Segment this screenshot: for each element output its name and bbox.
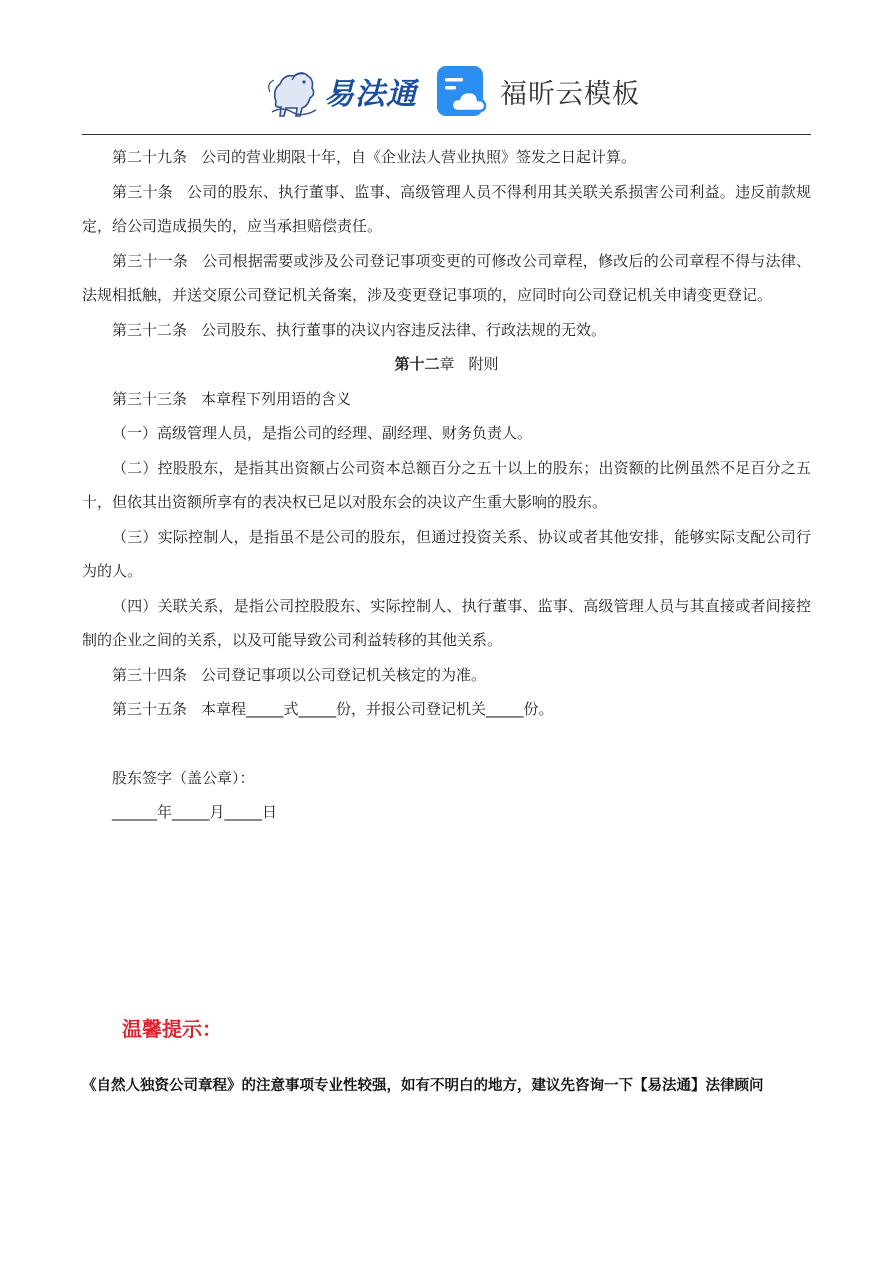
definition-2: （二）控股股东，是指其出资额占公司资本总额百分之五十以上的股东；出资额的比例虽然不足百分之五十，但依其出资额所享有的表决权已足以对股东会的决议产生重大影响的股东。: [82, 458, 811, 511]
chapter-title: 附则: [468, 355, 499, 373]
article-text: 公司的营业期限十年，自《企业法人营业执照》签发之日起计算。: [201, 148, 637, 166]
article-text: 本章程_____式_____份，并报公司登记机关_____份。: [201, 700, 554, 718]
tip-text: 《自然人独资公司章程》的注意事项专业性较强，如有不明白的地方，建议先咨询一下【易法通】法律顾问: [82, 1077, 764, 1094]
brand-logo-fuxinyun: [436, 64, 640, 118]
signature-date: ______年_____月_____日: [112, 803, 278, 821]
brand2-name: 福昕云模板: [500, 78, 640, 110]
qilin-logo-icon: [262, 62, 322, 120]
article-32: [82, 313, 811, 348]
article-text: 公司根据需要或涉及公司登记事项变更的可修改公司章程，修改后的公司章程不得与法律、法规相抵触，并送交原公司登记机关备案，涉及变更登记事项的，应同时向公司登记机关申请变更登记。: [82, 251, 811, 304]
article-text: 本章程下列用语的含义: [201, 389, 352, 408]
article-number: 第三十五条: [112, 700, 188, 718]
article-33: [82, 382, 811, 417]
article-number: 第三十一条: [112, 251, 189, 270]
chapter-suffix: 章: [439, 355, 455, 373]
definition-1: （一）高级管理人员，是指公司的经理、副经理、财务负责人。: [112, 424, 533, 442]
article-31: [82, 244, 811, 313]
article-29: [82, 140, 811, 175]
spacer: [82, 727, 811, 761]
chapter-heading: [82, 347, 811, 382]
definition-4: （四）关联关系，是指公司控股股东、实际控制人、执行董事、监事、高级管理人员与其直接或者间接控制的企业之间的关系，以及可能导致公司利益转移的其他关系。: [82, 596, 811, 649]
article-30: [82, 175, 811, 244]
chapter-number: 第十二: [394, 355, 440, 373]
article-text: 公司的股东、执行董事、监事、高级管理人员不得利用其关联关系损害公司利益。违反前款规定，给公司造成损失的，应当承担赔偿责任。: [82, 182, 811, 235]
header-divider: [82, 134, 811, 135]
page-header: [0, 0, 893, 130]
cloud-document-icon: [436, 65, 488, 117]
article-number: 第二十九条: [112, 148, 188, 166]
article-number: 第三十二条: [112, 320, 188, 339]
article-number: 第三十四条: [112, 665, 188, 684]
article-35: [82, 692, 811, 727]
brand-logo-yifatong: [262, 62, 417, 120]
article-text: 公司股东、执行董事的决议内容违反法律、行政法规的无效。: [201, 320, 607, 339]
signature-label: 股东签字（盖公章）：: [112, 768, 255, 787]
tip-title: 温馨提示：: [122, 1017, 222, 1041]
article-text: 公司登记事项以公司登记机关核定的为准。: [201, 665, 487, 684]
document-body: [82, 140, 811, 830]
definition-3: （三）实际控制人，是指虽不是公司的股东，但通过投资关系、协议或者其他安排，能够实际支配公司行为的人。: [82, 527, 811, 580]
brand1-name: 易法通: [324, 77, 417, 112]
article-34: [82, 658, 811, 693]
article-number: 第三十条: [112, 182, 173, 201]
article-number: 第三十三条: [112, 389, 188, 408]
